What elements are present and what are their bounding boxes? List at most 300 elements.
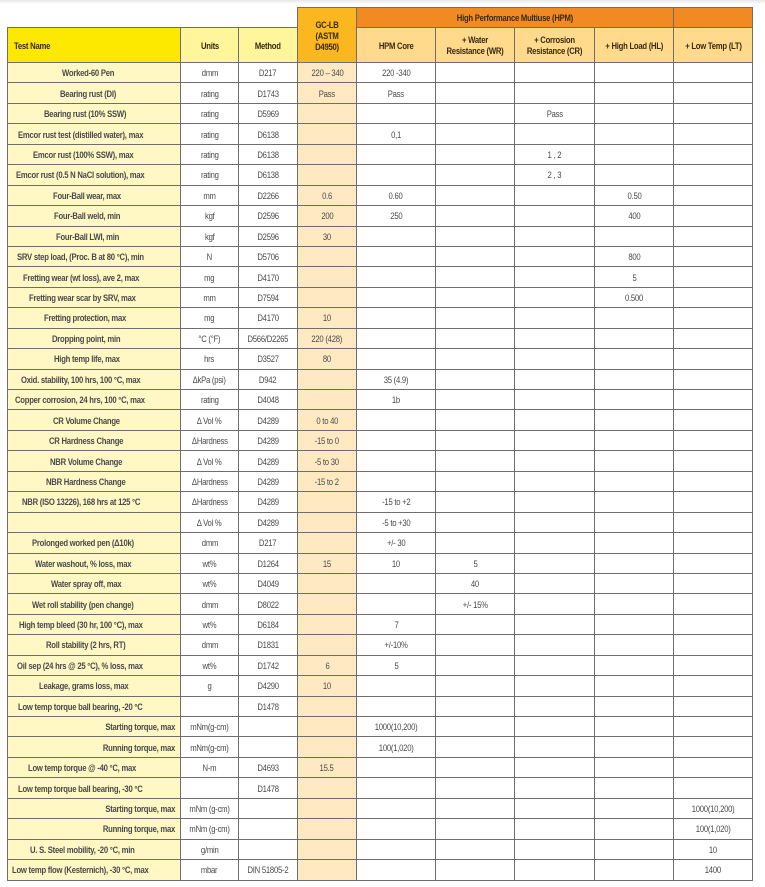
cell-cr [515, 246, 595, 266]
cell-wr [436, 757, 515, 777]
cell-method-text: D4170 [257, 271, 279, 283]
cell-units [181, 573, 239, 593]
cell-units [181, 267, 239, 287]
cell-wr [436, 573, 515, 593]
cell-test-name [8, 492, 181, 512]
cell-test-name [8, 328, 181, 348]
cell-hl [595, 369, 674, 389]
cell-hpm-core [357, 737, 436, 757]
cell-test-name-text: CR Volume Change [53, 414, 121, 426]
table-row [8, 308, 753, 328]
cell-lt [674, 63, 753, 83]
cell-hl-text: 0.50 [627, 189, 642, 201]
cell-test-name [8, 369, 181, 389]
cell-units [181, 512, 239, 532]
cr-line2: Resistance (CR) [526, 45, 583, 56]
cell-hl [595, 410, 674, 430]
cell-hl [595, 655, 674, 675]
cell-wr [436, 798, 515, 818]
cell-hpm-core-text: 0.60 [389, 189, 403, 201]
cell-lt [674, 696, 753, 716]
cell-lt-text: 1400 [704, 864, 722, 876]
cell-gclb [298, 410, 357, 430]
cell-gclb [298, 63, 357, 83]
cell-units [181, 492, 239, 512]
cell-test-name-text: Starting torque, max [105, 802, 175, 814]
cell-units [181, 614, 239, 634]
cell-lt [674, 655, 753, 675]
cell-method-text: D4289 [257, 414, 279, 426]
cell-method [239, 471, 298, 491]
cell-method-text: D6138 [257, 148, 279, 160]
column-header-hl [595, 28, 674, 63]
cell-gclb [298, 696, 357, 716]
cell-method [239, 308, 298, 328]
cell-hl [595, 614, 674, 634]
cell-gclb [298, 717, 357, 737]
cell-hl [595, 349, 674, 369]
cell-test-name-text: Running torque, max [102, 741, 175, 753]
cell-lt [674, 798, 753, 818]
table-body [8, 63, 753, 881]
cell-hpm-core [357, 533, 436, 553]
cell-gclb [298, 553, 357, 573]
cell-lt [674, 226, 753, 246]
cell-hpm-core [357, 369, 436, 389]
column-header-hpm-core [357, 28, 436, 63]
cell-hpm-core-text: 10 [391, 557, 401, 569]
table-row [8, 246, 753, 266]
cell-cr [515, 390, 595, 410]
cell-hl [595, 492, 674, 512]
cell-hpm-core [357, 635, 436, 655]
cell-wr [436, 349, 515, 369]
cell-gclb [298, 165, 357, 185]
cell-cr [515, 594, 595, 614]
cell-units [181, 819, 239, 839]
cell-hl [595, 103, 674, 123]
cell-method-text: D6138 [257, 128, 279, 140]
cell-method-text: D942 [259, 373, 277, 385]
table-row [8, 635, 753, 655]
cell-method [239, 390, 298, 410]
cell-gclb-text: 15 [322, 557, 332, 569]
cell-method [239, 737, 298, 757]
cell-hpm-core [357, 287, 436, 307]
cell-wr [436, 308, 515, 328]
cell-hpm-core [357, 410, 436, 430]
test-name-label: Test Name [14, 39, 51, 51]
cell-test-name [8, 451, 181, 471]
cell-hpm-core [357, 165, 436, 185]
cell-method-text: D4290 [257, 680, 279, 692]
cell-method-text: D1831 [257, 639, 279, 651]
cell-lt-text: 1000(10,200) [691, 802, 735, 814]
cell-hpm-core [357, 103, 436, 123]
cell-test-name [8, 737, 181, 757]
cell-method-text: D4289 [257, 496, 279, 508]
table-row [8, 655, 753, 675]
cell-cr [515, 757, 595, 777]
cell-units [181, 369, 239, 389]
cell-units-text: rating [200, 148, 219, 160]
cell-units [181, 287, 239, 307]
cell-method [239, 553, 298, 573]
cell-hpm-core-text: 1000(10,200) [374, 721, 418, 733]
table-row [8, 206, 753, 226]
cell-gclb [298, 757, 357, 777]
cell-hpm-core [357, 778, 436, 798]
cell-cr-text: 2 , 3 [547, 169, 562, 181]
cell-wr [436, 165, 515, 185]
cell-units [181, 185, 239, 205]
cell-hl [595, 839, 674, 859]
cell-lt [674, 83, 753, 103]
cell-units [181, 308, 239, 328]
cell-lt-text: 10 [708, 843, 718, 855]
cell-hpm-core-text: 7 [393, 619, 399, 631]
cell-method [239, 573, 298, 593]
cell-method [239, 287, 298, 307]
table-row [8, 778, 753, 798]
cell-cr [515, 553, 595, 573]
cell-units-text: wt% [202, 659, 217, 671]
cell-hpm-core-text: -5 to +30 [381, 516, 411, 528]
table-row [8, 267, 753, 287]
cell-units-text: °C (°F) [198, 332, 221, 344]
cell-test-name [8, 226, 181, 246]
cell-units-text: rating [200, 87, 219, 99]
cell-units [181, 839, 239, 859]
cell-wr [436, 737, 515, 757]
cell-gclb-text: 220 (428) [311, 332, 343, 344]
cell-units-text: wt% [202, 578, 217, 590]
cell-wr [436, 103, 515, 123]
cell-cr [515, 533, 595, 553]
table-row [8, 553, 753, 573]
cell-hl [595, 533, 674, 553]
cell-wr [436, 287, 515, 307]
cell-test-name-text: Low temp flow (Kesternich), -30 °C, max [12, 864, 149, 876]
cell-wr [436, 471, 515, 491]
gclb-line2: (ASTM [315, 29, 339, 41]
table-row [8, 839, 753, 859]
cell-lt [674, 328, 753, 348]
cell-hl [595, 573, 674, 593]
table-row [8, 83, 753, 103]
cell-gclb [298, 512, 357, 532]
cell-test-name-text: Dropping point, min [52, 332, 121, 344]
cell-test-name [8, 798, 181, 818]
cell-hl [595, 676, 674, 696]
cell-cr [515, 369, 595, 389]
cell-gclb-text: 30 [322, 230, 332, 242]
cell-hpm-core [357, 63, 436, 83]
cell-gclb [298, 737, 357, 757]
table-row [8, 430, 753, 450]
cell-cr [515, 676, 595, 696]
cell-cr [515, 206, 595, 226]
header-row [8, 28, 753, 63]
cell-lt [674, 103, 753, 123]
cell-lt [674, 430, 753, 450]
cell-gclb [298, 573, 357, 593]
cell-method-text: D8022 [257, 598, 279, 610]
cell-lt [674, 819, 753, 839]
cell-wr [436, 717, 515, 737]
cell-method-text: D2596 [257, 210, 279, 222]
cell-method [239, 410, 298, 430]
cell-hpm-core [357, 696, 436, 716]
cell-test-name-text: Prolonged worked pen (Δ10k) [31, 537, 134, 549]
cell-test-name [8, 594, 181, 614]
cell-test-name [8, 287, 181, 307]
cell-lt [674, 492, 753, 512]
cell-test-name-text: Worked-60 Pen [62, 67, 115, 79]
cell-hl-text: 800 [627, 251, 641, 263]
cell-units-text: mNm (g-cm) [189, 823, 230, 835]
cell-units [181, 103, 239, 123]
cell-lt [674, 635, 753, 655]
cell-hpm-core-text: -15 to +2 [381, 496, 411, 508]
cell-hl [595, 635, 674, 655]
cell-lt [674, 737, 753, 757]
table-row [8, 696, 753, 716]
cell-hl [595, 328, 674, 348]
cell-wr [436, 819, 515, 839]
cell-method [239, 717, 298, 737]
cell-gclb-text: 6 [324, 659, 330, 671]
cell-method-text: D1478 [257, 700, 279, 712]
cell-hpm-core [357, 614, 436, 634]
cell-method [239, 676, 298, 696]
cell-method [239, 144, 298, 164]
table-row [8, 717, 753, 737]
cell-cr [515, 63, 595, 83]
cell-units [181, 553, 239, 573]
cell-test-name [8, 165, 181, 185]
cell-test-name-text: Copper corrosion, 24 hrs, 100 °C, max [14, 394, 145, 406]
cell-gclb [298, 124, 357, 144]
cell-units [181, 165, 239, 185]
cell-method-text: D4049 [257, 578, 279, 590]
cell-method-text: D6138 [257, 169, 279, 181]
cell-gclb [298, 676, 357, 696]
cell-test-name-text: Low temp torque ball bearing, -20 °C [18, 700, 143, 712]
cell-method-text: D7594 [257, 292, 279, 304]
cell-hpm-core [357, 451, 436, 471]
cell-method [239, 369, 298, 389]
cell-hl [595, 819, 674, 839]
cell-hpm-core [357, 512, 436, 532]
cell-gclb [298, 144, 357, 164]
cell-method [239, 819, 298, 839]
table-row [8, 165, 753, 185]
cell-units-text: wt% [202, 619, 217, 631]
cell-hl [595, 757, 674, 777]
cell-cr [515, 471, 595, 491]
cell-gclb [298, 798, 357, 818]
specification-table [7, 7, 753, 881]
cell-test-name [8, 573, 181, 593]
hpm-group-label: High Performance Multiuse (HPM) [456, 12, 574, 23]
cell-test-name-text: Roll stability (2 hrs, RT) [45, 639, 126, 651]
cell-test-name [8, 696, 181, 716]
cell-gclb [298, 471, 357, 491]
table-row [8, 328, 753, 348]
table-row [8, 737, 753, 757]
cell-wr [436, 124, 515, 144]
table-row [8, 614, 753, 634]
cell-hpm-core [357, 860, 436, 880]
cell-cr [515, 635, 595, 655]
cell-gclb [298, 819, 357, 839]
cell-gclb-text: 15.5 [320, 762, 334, 774]
cell-test-name [8, 267, 181, 287]
cell-units-text: N-m [202, 762, 217, 774]
cell-test-name [8, 124, 181, 144]
cell-units [181, 757, 239, 777]
cell-test-name-text: Leakage, grams loss, max [39, 680, 129, 692]
cell-method [239, 614, 298, 634]
cell-method [239, 328, 298, 348]
cell-gclb-text: -15 to 0 [314, 435, 340, 447]
cell-cr [515, 103, 595, 123]
cell-hpm-core-text: 0,1 [391, 128, 401, 140]
cell-hpm-core [357, 226, 436, 246]
cell-lt [674, 757, 753, 777]
cell-hl [595, 185, 674, 205]
cell-gclb [298, 614, 357, 634]
cell-method [239, 594, 298, 614]
cell-wr [436, 553, 515, 573]
cell-cr [515, 349, 595, 369]
cell-gclb [298, 635, 357, 655]
table-row [8, 512, 753, 532]
table-row [8, 594, 753, 614]
cell-hpm-core-text: 5 [393, 659, 399, 671]
cell-test-name [8, 778, 181, 798]
cell-hpm-core [357, 206, 436, 226]
cell-units [181, 594, 239, 614]
cell-wr [436, 246, 515, 266]
cell-units-text: rating [200, 394, 219, 406]
cell-method [239, 430, 298, 450]
cell-method-text: D4289 [257, 455, 279, 467]
cell-method-text: D2266 [257, 189, 279, 201]
cell-test-name [8, 83, 181, 103]
cell-wr [436, 83, 515, 103]
cell-wr [436, 267, 515, 287]
cell-lt [674, 165, 753, 185]
cell-hl [595, 553, 674, 573]
cell-hl [595, 226, 674, 246]
cell-hl [595, 246, 674, 266]
top-shadow [0, 0, 765, 4]
cell-units-text: kgf [204, 230, 215, 242]
cell-test-name-text: Oil sep (24 hrs @ 25 °C), % loss, max [17, 659, 144, 671]
cell-units-text: dmm [201, 639, 218, 651]
cell-hpm-core [357, 349, 436, 369]
cell-test-name [8, 819, 181, 839]
cell-gclb [298, 860, 357, 880]
cell-test-name-text: Bearing rust (10% SSW) [43, 108, 127, 120]
cell-test-name-text: Fretting wear scar by SRV, max [28, 292, 136, 304]
cell-wr [436, 512, 515, 532]
cell-method [239, 267, 298, 287]
cell-gclb-text: 0.6 [322, 189, 332, 201]
gclb-line1: GC-LB [315, 18, 339, 30]
cr-line1: + Corrosion [534, 34, 575, 45]
cell-cr [515, 717, 595, 737]
cell-gclb [298, 349, 357, 369]
cell-test-name-text: High temp life, max [53, 353, 120, 365]
cell-units-text: Δ Vol % [197, 414, 222, 426]
cell-method-text: D217 [259, 67, 277, 79]
cell-hl-text: 0.500 [625, 292, 644, 304]
cell-wr [436, 839, 515, 859]
cell-units [181, 471, 239, 491]
cell-method [239, 696, 298, 716]
cell-wr [436, 430, 515, 450]
cell-units-text: Δ Vol % [197, 516, 222, 528]
cell-hpm-core [357, 676, 436, 696]
cell-test-name [8, 655, 181, 675]
cell-test-name [8, 103, 181, 123]
cell-lt [674, 451, 753, 471]
cell-hpm-core [357, 144, 436, 164]
cell-lt [674, 124, 753, 144]
cell-test-name-text: NBR Hardness Change [45, 475, 126, 487]
cell-wr-text: 40 [470, 578, 480, 590]
cell-units-text: mbar [201, 864, 218, 876]
cell-units [181, 83, 239, 103]
cell-test-name [8, 63, 181, 83]
cell-wr [436, 860, 515, 880]
cell-lt [674, 594, 753, 614]
cell-test-name-text: Water washout, % loss, max [35, 557, 132, 569]
cell-hl [595, 430, 674, 450]
cell-gclb [298, 430, 357, 450]
cell-units [181, 430, 239, 450]
column-group-hpm [357, 8, 674, 28]
cell-method-text: D4289 [257, 516, 279, 528]
cell-method [239, 512, 298, 532]
cell-units [181, 124, 239, 144]
cell-units-text: dmm [201, 67, 218, 79]
cell-units-text: mNm (g-cm) [189, 802, 230, 814]
cell-hl [595, 287, 674, 307]
column-header-test-name [8, 28, 181, 63]
cell-hl [595, 737, 674, 757]
cell-method-text: D4289 [257, 475, 279, 487]
cell-method-text: D1742 [257, 659, 279, 671]
cell-hl [595, 860, 674, 880]
cell-lt [674, 839, 753, 859]
cell-lt [674, 614, 753, 634]
cell-test-name [8, 512, 181, 532]
cell-hpm-core [357, 573, 436, 593]
cell-test-name-text: Bearing rust (DI) [59, 87, 116, 99]
table-row [8, 471, 753, 491]
cell-gclb-text: -15 to 2 [314, 475, 340, 487]
cell-wr [436, 533, 515, 553]
cell-hpm-core [357, 798, 436, 818]
cell-lt [674, 267, 753, 287]
cell-cr [515, 451, 595, 471]
table-row [8, 390, 753, 410]
method-label: Method [255, 39, 281, 51]
